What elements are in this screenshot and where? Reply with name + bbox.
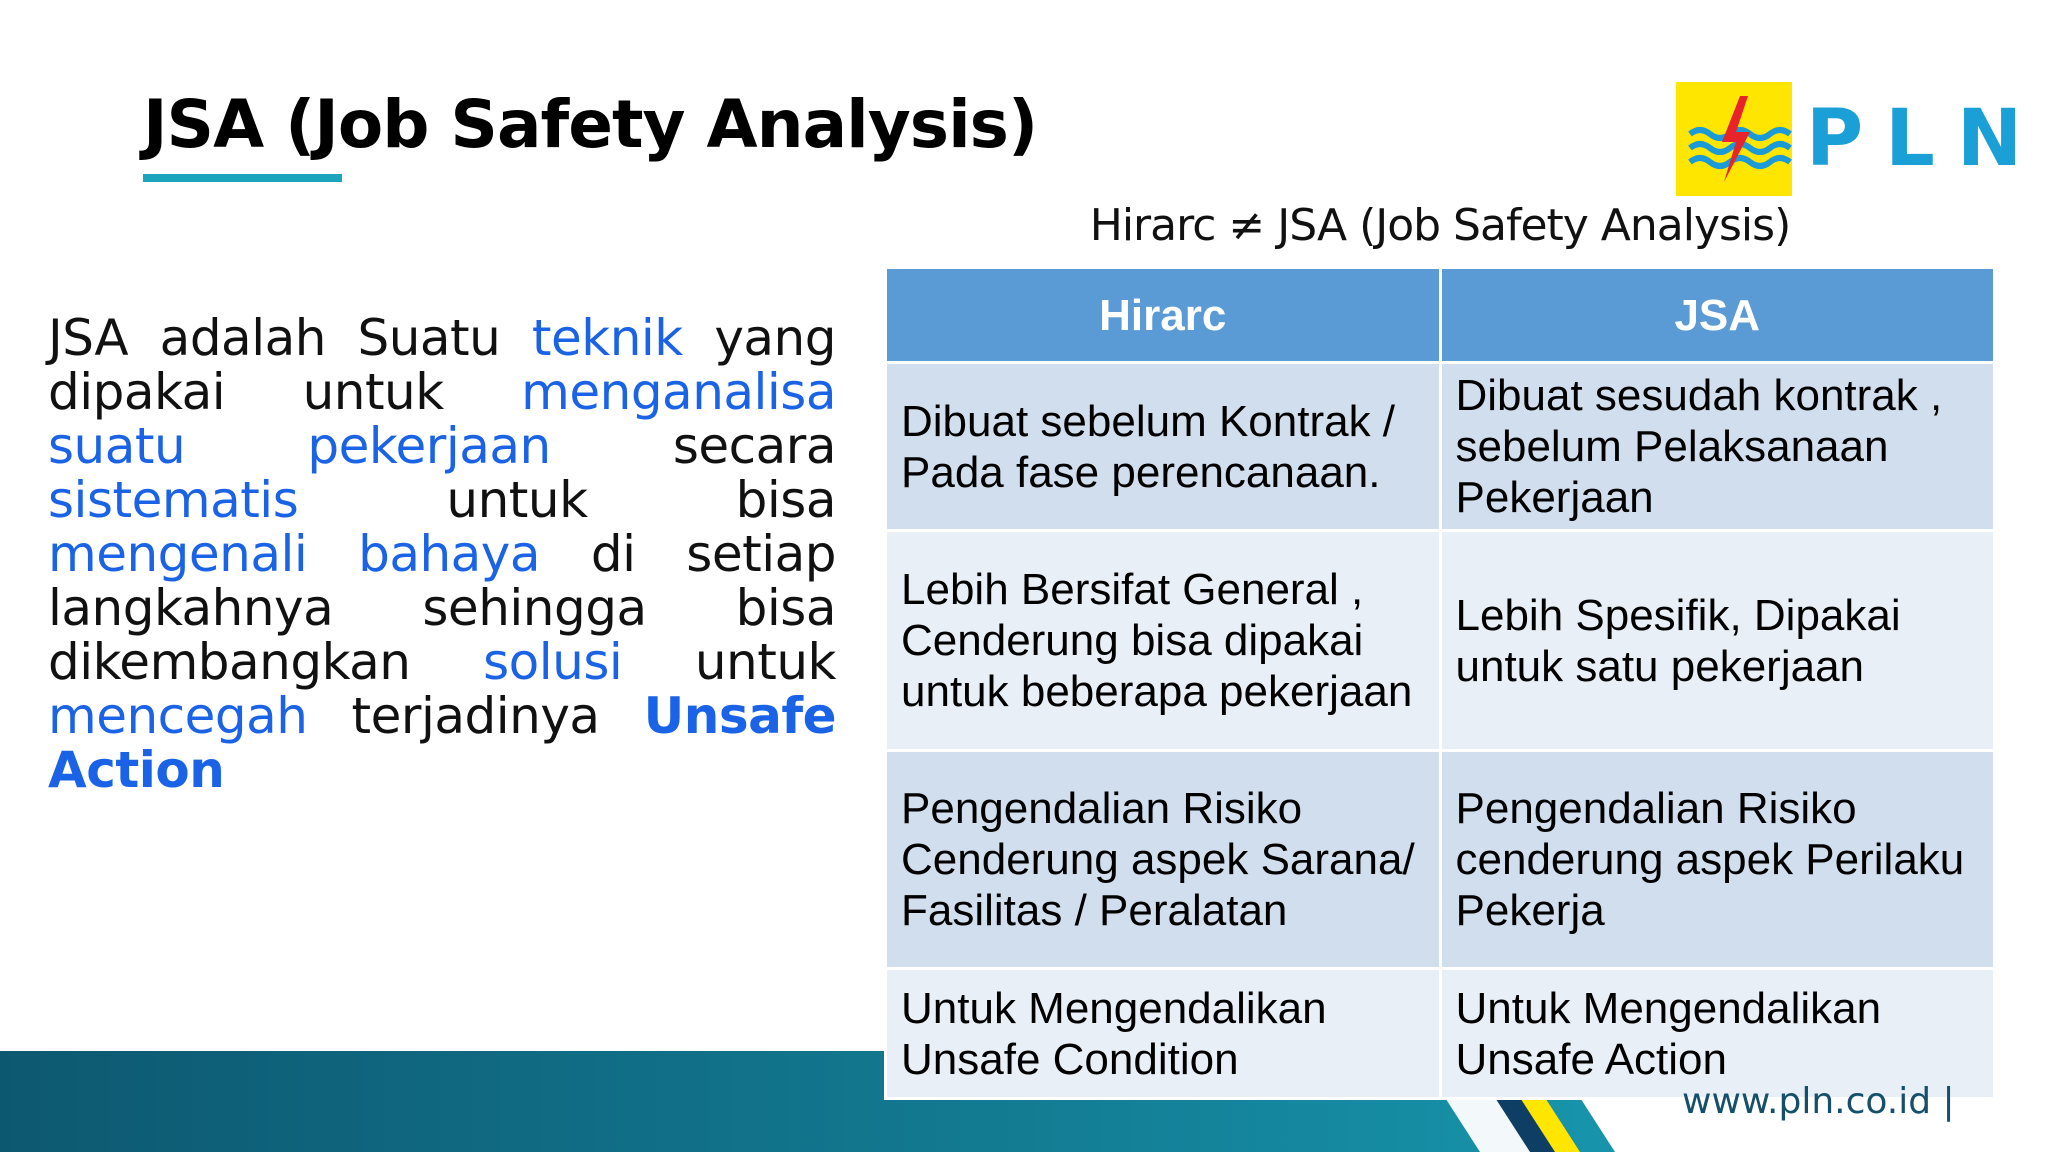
comparison-table <box>884 266 1996 1100</box>
definition-highlight: mencegah <box>48 687 308 745</box>
table-row <box>886 969 1995 1099</box>
definition-highlight: sistematis <box>48 471 299 529</box>
definition-highlight: teknik <box>531 309 683 367</box>
table-cell-hirarc: Pengendalian Risiko Cenderung aspek Sarana/ Fasilitas / Peralatan <box>886 751 1441 969</box>
definition-text: yang dipakai untuk <box>48 309 836 421</box>
title-underline <box>143 174 342 182</box>
pln-logo-emblem <box>1676 82 1792 196</box>
definition-text: terjadinya <box>307 687 644 745</box>
table-row <box>886 751 1995 969</box>
pln-logo-text: PLN <box>1806 94 2045 184</box>
definition-highlight: Unsafe Action <box>48 687 836 799</box>
definition-highlight: solusi <box>483 633 623 691</box>
table-cell-jsa: Dibuat sesudah kontrak , sebelum Pelaksanaan Pekerjaan <box>1440 363 1995 531</box>
table-cell-jsa: Pengendalian Risiko cenderung aspek Perilaku Pekerja <box>1440 751 1995 969</box>
table-row <box>886 363 1995 531</box>
definition-paragraph <box>48 311 836 797</box>
definition-text: untuk bisa <box>298 471 836 529</box>
table-cell-jsa: Untuk Mengendalikan Unsafe Action <box>1440 969 1995 1099</box>
table-header-row <box>886 268 1995 363</box>
table-cell-hirarc: Dibuat sebelum Kontrak / Pada fase perencanaan. <box>886 363 1441 531</box>
definition-text: JSA adalah Suatu <box>48 309 532 367</box>
definition-text: secara <box>550 417 837 475</box>
page-title: JSA (Job Safety Analysis) <box>143 86 1038 163</box>
definition-highlight: mengenali bahaya <box>48 525 541 583</box>
website-url: www.pln.co.id | <box>1682 1081 1955 1122</box>
definition-highlight: menganalisa suatu pekerjaan <box>48 363 836 475</box>
definition-text: untuk <box>622 633 836 691</box>
table-cell-jsa: Lebih Spesifik, Dipakai untuk satu pekerjaan <box>1440 531 1995 751</box>
table-caption: Hirarc ≠ JSA (Job Safety Analysis) <box>1089 200 1791 251</box>
header-hirarc: Hirarc <box>886 268 1441 363</box>
table-cell-hirarc: Untuk Mengendalikan Unsafe Condition <box>886 969 1441 1099</box>
table-row <box>886 531 1995 751</box>
lightning-icon <box>1676 82 1792 196</box>
definition-text: di setiap langkahnya sehingga bisa dikembangkan <box>48 525 836 691</box>
table-cell-hirarc: Lebih Bersifat General , Cenderung bisa dipakai untuk beberapa pekerjaan <box>886 531 1441 751</box>
header-jsa: JSA <box>1440 268 1995 363</box>
